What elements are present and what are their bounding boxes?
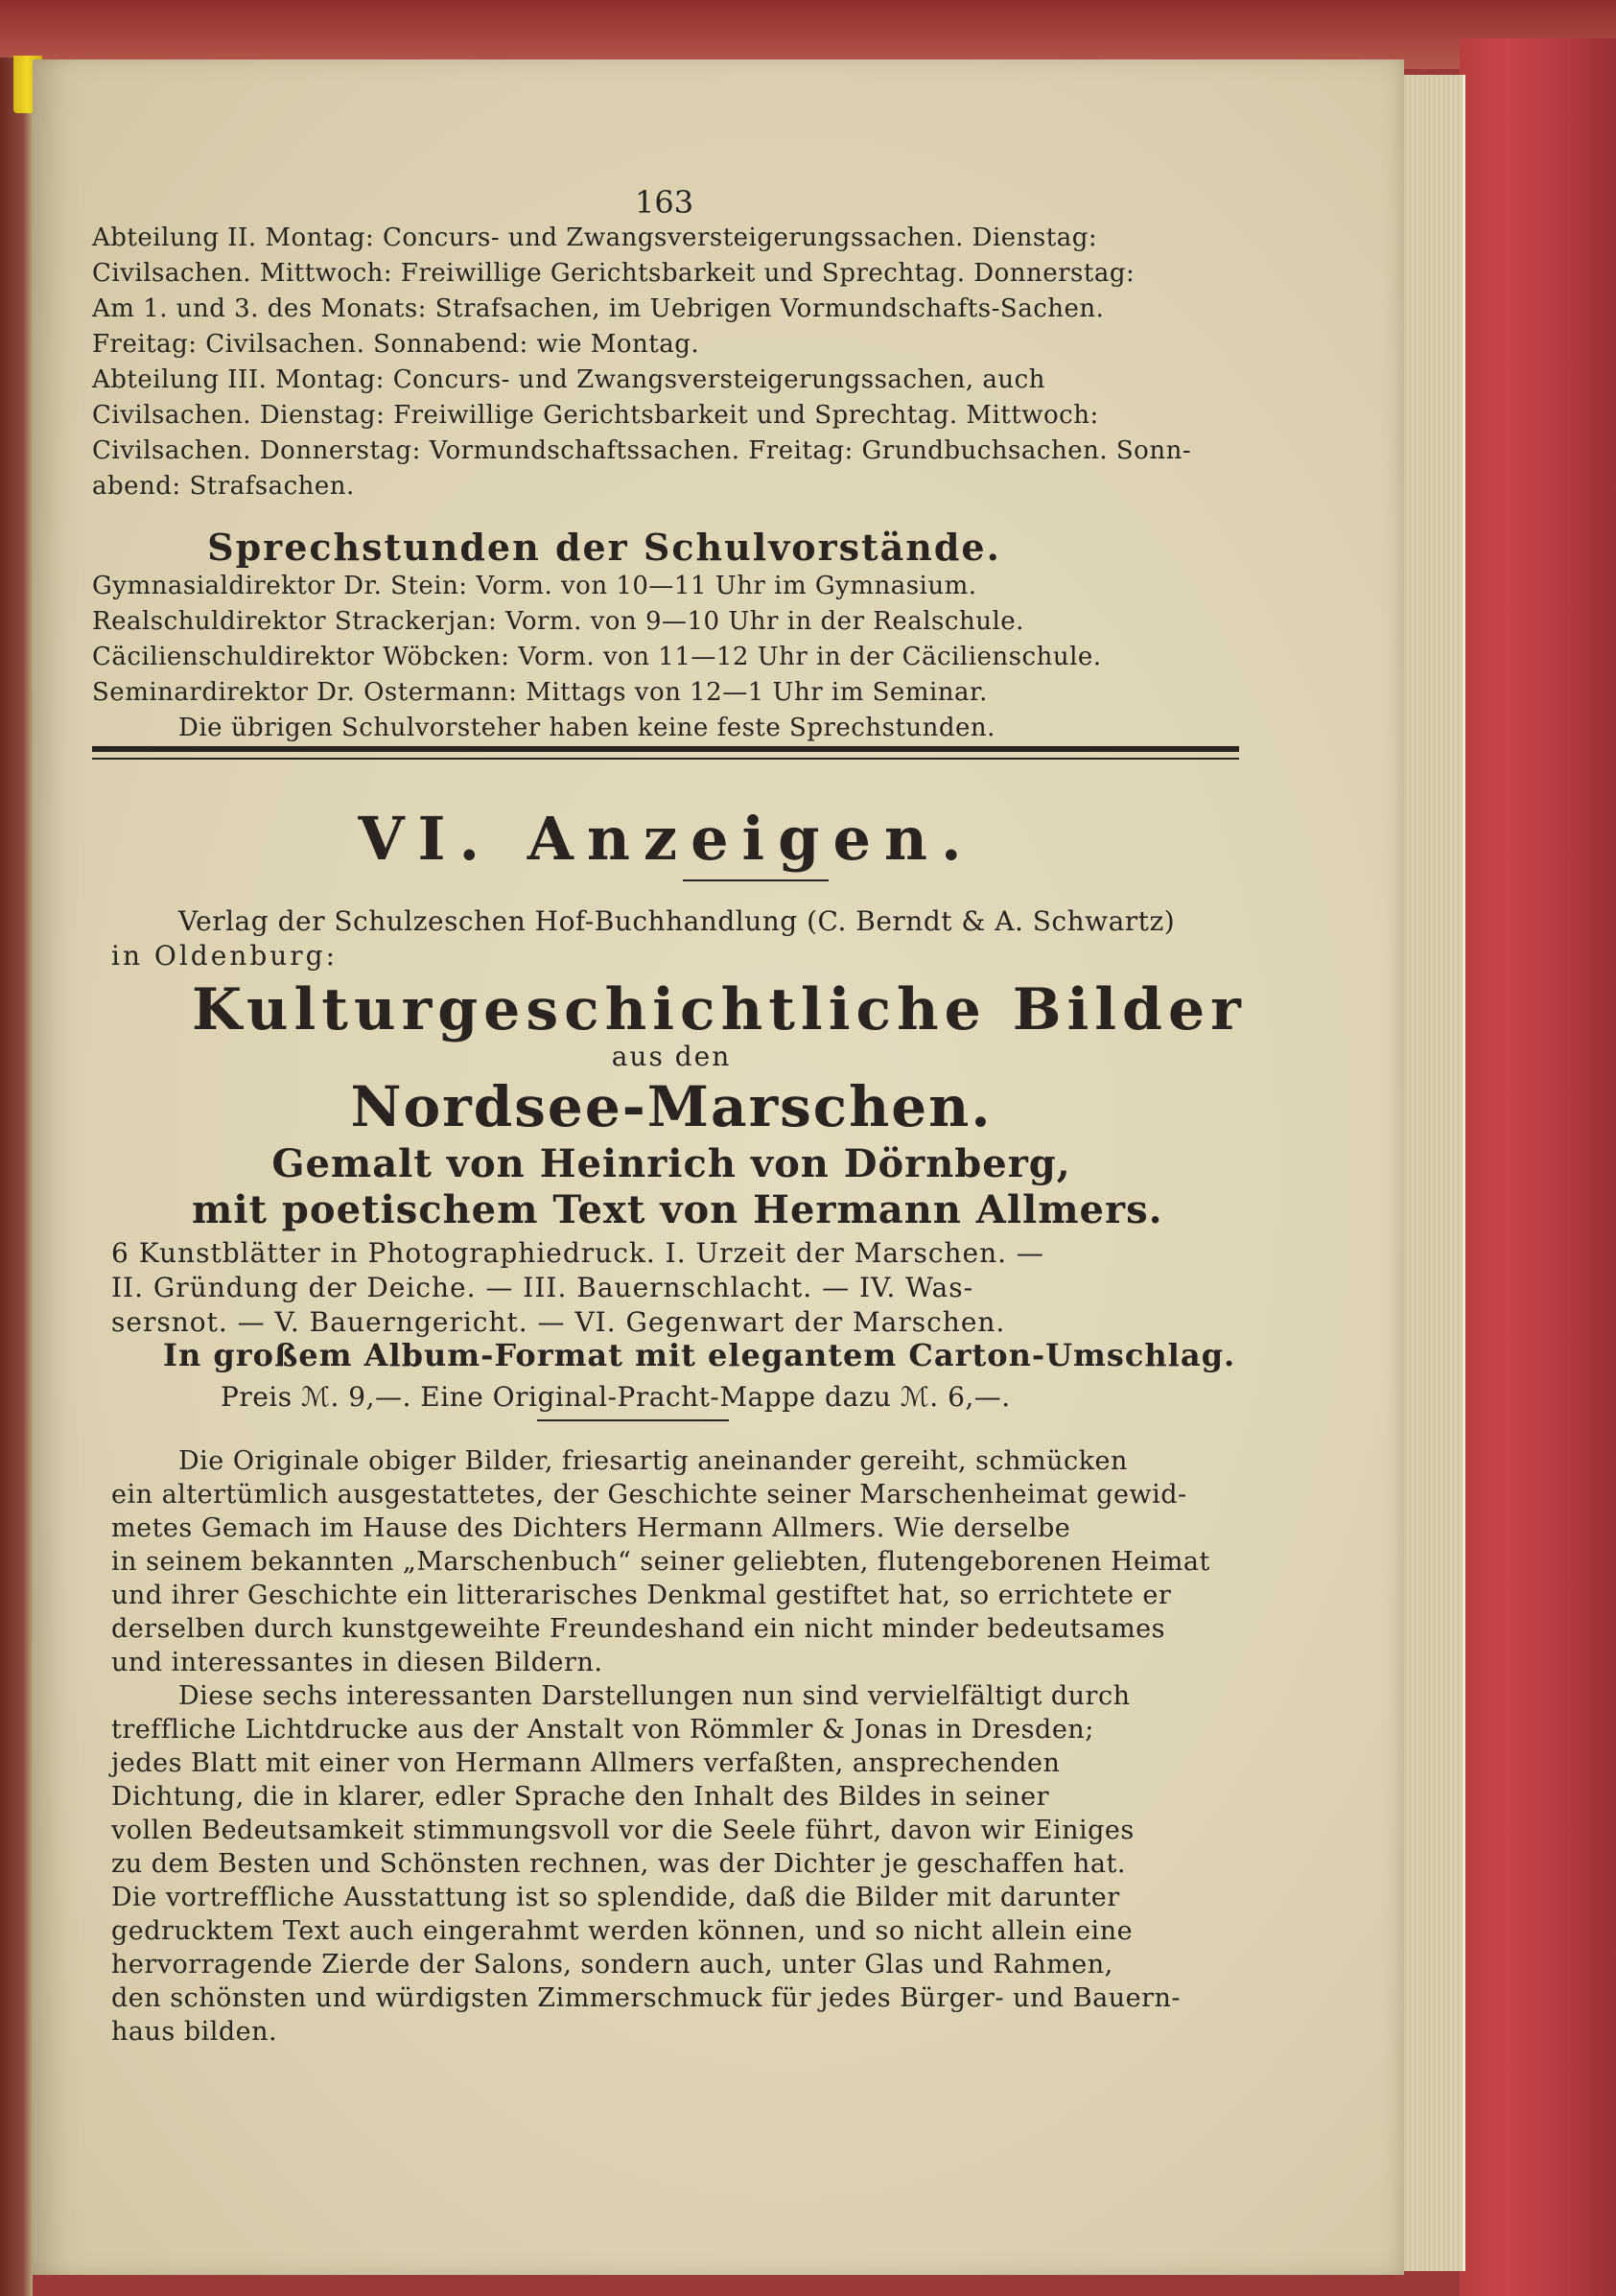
ad-subtitle-connector: aus den — [611, 1041, 732, 1072]
desc-line-10: jedes Blatt mit einer von Hermann Allmers verfaßten, ansprechenden — [111, 1748, 1061, 1778]
desc-line-12: vollen Bedeutsamkeit stimmungsvoll vor die Seele führt, davon wir Einiges — [111, 1816, 1135, 1845]
desc-line-13: zu dem Besten und Schönsten rechnen, was der Dichter je geschaffen hat. — [111, 1849, 1126, 1879]
court-line-7: Civilsachen. Donnerstag: Vormundschaftssachen. Freitag: Grundbuchsachen. Sonn- — [92, 436, 1192, 465]
desc-line-4: in seinem bekannten „Marschenbuch“ seiner geliebten, flutengeborenen Heimat — [111, 1547, 1210, 1577]
poet-line: mit poetischem Text von Hermann Allmers. — [192, 1187, 1163, 1232]
desc-line-17: den schönsten und würdigsten Zimmerschmuck für jedes Bürger- und Bauern- — [111, 1983, 1182, 2013]
court-line-3: Am 1. und 3. des Monats: Strafsachen, im Uebrigen Vormundschafts-Sachen. — [92, 294, 1105, 323]
desc-line-3: metes Gemach im Hause des Dichters Hermann Allmers. Wie derselbe — [111, 1513, 1071, 1543]
price-underline — [537, 1419, 729, 1421]
court-line-5: Abteilung III. Montag: Concurs- und Zwangsversteigerungssachen, auch — [92, 365, 1045, 394]
court-line-8: abend: Strafsachen. — [92, 472, 355, 501]
desc-line-6: derselben durch kunstgeweihte Freundeshand ein nicht minder bedeutsames — [111, 1614, 1166, 1644]
school-line-1: Gymnasialdirektor Dr. Stein: Vorm. von 10—11 Uhr im Gymnasium. — [92, 572, 977, 600]
desc-line-16: hervorragende Zierde der Salons, sondern auch, unter Glas und Rahmen, — [111, 1950, 1113, 1980]
format-line: In großem Album-Format mit elegantem Carton-Umschlag. — [163, 1337, 1236, 1373]
title-underline — [683, 879, 829, 881]
desc-line-7: und interessantes in diesen Bildern. — [111, 1648, 603, 1677]
ad-title-2: Nordsee-Marschen. — [350, 1074, 993, 1139]
contents-line-3: sersnot. — V. Bauerngericht. — VI. Gegenwart der Marschen. — [111, 1306, 1006, 1338]
desc-line-1: Die Originale obiger Bilder, friesartig aneinander gereiht, schmücken — [178, 1446, 1128, 1476]
section-divider-thin — [92, 758, 1239, 760]
publisher-line-2: in Oldenburg: — [111, 940, 339, 972]
desc-line-14: Die vortreffliche Ausstattung ist so splendide, daß die Bilder mit darunter — [111, 1883, 1120, 1912]
contents-line-1: 6 Kunstblätter in Photographiedruck. I. Urzeit der Marschen. — — [111, 1237, 1044, 1269]
contents-line-2: II. Gründung der Deiche. — III. Bauernschlacht. — IV. Was- — [111, 1272, 974, 1303]
price-line: Preis ℳ. 9,—. Eine Original-Pracht-Mappe dazu ℳ. 6,—. — [221, 1381, 1011, 1413]
desc-line-9: treffliche Lichtdrucke aus der Anstalt von Römmler & Jonas in Dresden; — [111, 1715, 1094, 1745]
desc-line-2: ein altertümlich ausgestattetes, der Geschichte seiner Marschenheimat gewid- — [111, 1480, 1187, 1510]
page-number: 163 — [635, 184, 694, 221]
school-line-4: Seminardirektor Dr. Ostermann: Mittags von 12—1 Uhr im Seminar. — [92, 678, 988, 707]
court-line-2: Civilsachen. Mittwoch: Freiwillige Gerichtsbarkeit und Sprechtag. Donnerstag: — [92, 259, 1136, 288]
section-title: VI. Anzeigen. — [358, 804, 975, 874]
desc-line-18: haus bilden. — [111, 2017, 278, 2047]
desc-line-8: Diese sechs interessanten Darstellungen nun sind vervielfältigt durch — [178, 1681, 1131, 1711]
school-line-2: Realschuldirektor Strackerjan: Vorm. von 9—10 Uhr in der Realschule. — [92, 607, 1024, 636]
school-hours-heading: Sprechstunden der Schulvorstände. — [207, 526, 1001, 569]
court-line-1: Abteilung II. Montag: Concurs- und Zwangsversteigerungssachen. Dienstag: — [92, 223, 1098, 252]
section-divider-thick — [92, 746, 1239, 752]
court-line-4: Freitag: Civilsachen. Sonnabend: wie Montag. — [92, 330, 700, 359]
desc-line-15: gedrucktem Text auch eingerahmt werden können, und so nicht allein eine — [111, 1916, 1134, 1946]
publisher-line-1: Verlag der Schulzeschen Hof-Buchhandlung (C. Berndt & A. Schwartz) — [178, 905, 1176, 937]
court-line-6: Civilsachen. Dienstag: Freiwillige Gerichtsbarkeit und Sprechtag. Mittwoch: — [92, 401, 1099, 430]
desc-line-11: Dichtung, die in klarer, edler Sprache den Inhalt des Bildes in seiner — [111, 1782, 1049, 1812]
painter-line: Gemalt von Heinrich von Dörnberg, — [271, 1141, 1071, 1186]
desc-line-5: und ihrer Geschichte ein litterarisches Denkmal gestiftet hat, so errichtete er — [111, 1581, 1172, 1610]
ad-title: Kulturgeschichtliche Bilder — [192, 976, 1247, 1043]
school-line-5: Die übrigen Schulvorsteher haben keine feste Sprechstunden. — [178, 714, 995, 742]
school-line-3: Cäcilienschuldirektor Wöbcken: Vorm. von 11—12 Uhr in der Cäcilienschule. — [92, 643, 1102, 671]
